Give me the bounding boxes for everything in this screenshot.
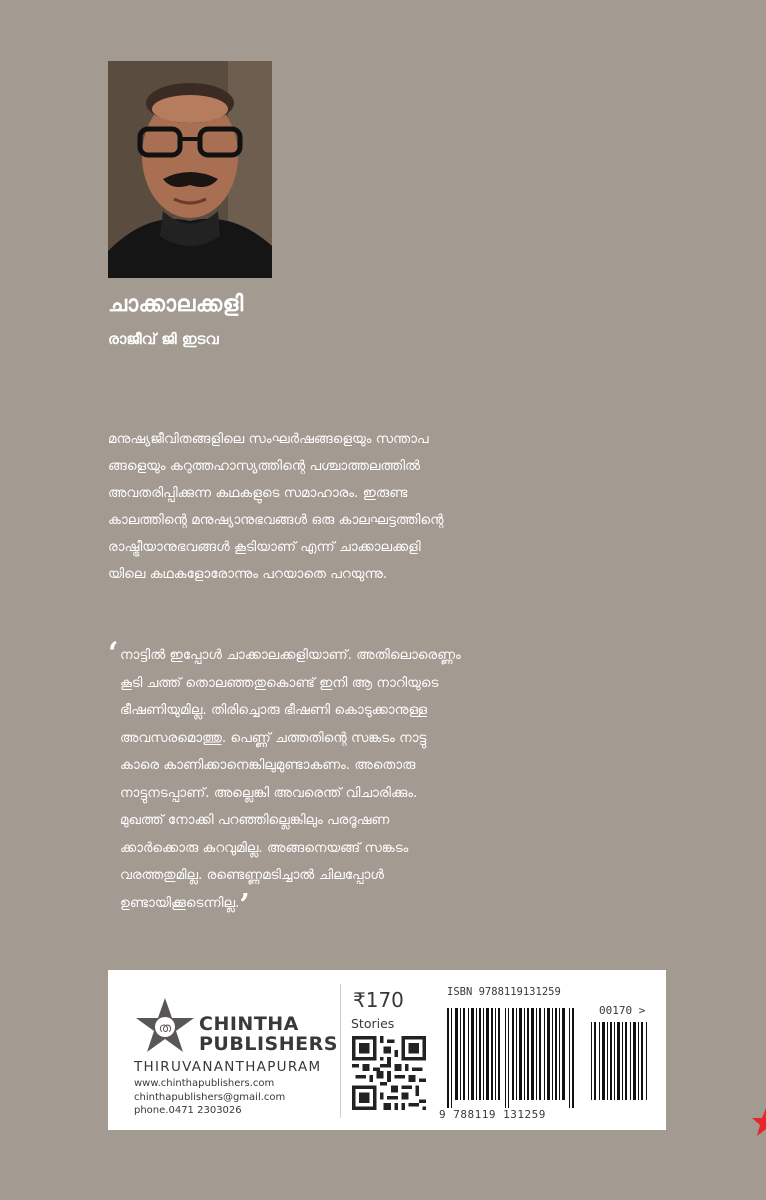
edge-star-icon [752,1106,766,1144]
logo-letter: ത [158,1021,172,1036]
isbn-price-code: 00170 > [599,1004,646,1017]
isbn-digits: 9 788119 131259 [439,1108,546,1121]
quote-line: കൂടി ചത്ത് തൊലഞ്ഞതുകൊണ്ട് ഇനി ആ നാറിയുടെ [120,674,439,691]
publisher-email: chinthapublishers@gmail.com [134,1091,286,1103]
author-photo [108,61,272,278]
publisher-contact [134,1077,285,1118]
qr-code-icon [352,1036,426,1114]
quote-line: ക്കാർക്കൊരു കുറവുമില്ല. അങ്ങനെയങ്ങ് സങ്കടം [120,839,409,856]
book-title: ചാക്കാലക്കളി [108,292,244,317]
blurb-line: ങ്ങളെയും കറുത്തഹാസ്യത്തിന്റെ പശ്ചാത്തലത്തിൽ [108,458,421,474]
book-author: രാജീവ് ജി ഇടവ [108,330,219,348]
quote-line: വരത്തതുമില്ല. രണ്ടെണ്ണമടിച്ചാൽ ചിലപ്പോൾ [120,867,384,883]
quote-line: അവസരമൊത്തു. പെണ്ണ് ചത്തതിന്റെ സങ്കടം നാട്ടു [120,729,427,746]
publisher-city: THIRUVANANTHAPURAM [134,1059,322,1075]
publisher-name-line1: CHINTHA [199,1013,299,1035]
blurb-line: അവതരിപ്പിക്കുന്ന കഥകളുടെ സമാഹാരം. ഇരുണ്ട [108,485,408,501]
blurb-line: മനുഷ്യജീവിതങ്ങളിലെ സംഘർഷങ്ങളെയും സന്താപ [108,431,429,447]
quote-line: കാരെ കാണിക്കാനെങ്കിലുമുണ്ടാകണം. അതൊരു [120,757,416,773]
quote-line: നാട്ടിൽ ഇപ്പോൾ ചാക്കാലക്കളിയാണ്. അതിലൊരെണ്ണം [120,647,461,663]
book-price: ₹170 [353,988,404,1012]
publisher-name [199,1014,338,1054]
quote-line: നാട്ടുനടപ്പാണ്. അല്ലെങ്കി അവരെന്ത് വിചാരിക്കും. [120,784,418,801]
book-blurb [108,426,588,588]
blurb-line: യിലെ കഥകളോരോന്നും പറയാതെ പറയുന്നു. [108,566,388,582]
blurb-line: കാലത്തിന്റെ മനുഷ്യാനുഭവങ്ങൾ ഒരു കാലഘട്ടത്തിന്റെ [108,512,444,528]
publisher-phone: phone.0471 2303026 [134,1105,242,1116]
isbn-barcode [433,980,663,1125]
quote-line-last [120,887,598,923]
book-excerpt: ‘ നാട്ടിൽ ഇപ്പോൾ ചാക്കാലക്കളിയാണ്. അതിലൊരെണ്ണം കൂടി ചത്ത് തൊലഞ്ഞതുകൊണ്ട് ഇനി ആ നാറിയുടെ ഭീഷണിയുമില്ല. തിരിച്ചൊരു ഭീഷണി കൊടുക്കാനുള്ള അവസരമൊത്തു. പെണ്ണ് ചത്തതിന്റെ സങ്കടം നാട്ടു കാരെ കാണിക്കാനെങ്കിലുമുണ്ടാകണം. അതൊരു നാട്ടുനടപ്പാണ്. അല്ലെങ്കി അവരെന്ത് വിചാരിക്കും. മുഖത്ത് നോക്കി പറഞ്ഞില്ലെങ്കിലും പരദൂഷണ ക്കാർക്കൊരു കുറവുമില്ല. അങ്ങനെയങ്ങ് സങ്കടം വരത്തതുമില്ല. രണ്ടെണ്ണമടിച്ചാൽ ചിലപ്പോൾ ഉണ്ടായിക്കൂടെന്നില്ല.’ [108,642,598,917]
quote-line: ഉണ്ടായിക്കൂടെന്നില്ല. [120,894,240,911]
publisher-star-logo-icon [134,996,196,1058]
quote-line: മുഖത്ത് നോക്കി പറഞ്ഞില്ലെങ്കിലും പരദൂഷണ [120,812,390,828]
panel-divider [340,984,341,1118]
publisher-website: www.chinthapublishers.com [134,1078,275,1089]
publisher-name-line2: PUBLISHERS [199,1033,338,1055]
book-category: Stories [351,1016,395,1031]
blurb-line: രാഷ്ട്രീയാനുഭവങ്ങൾ കൂടിയാണ് എന്ന് ചാക്കാലക്കളി [108,539,421,555]
close-quote-icon: ’ [239,887,250,923]
quote-line: ഭീഷണിയുമില്ല. തിരിച്ചൊരു ഭീഷണി കൊടുക്കാനുള്ള [120,702,428,718]
isbn-text: ISBN 9788119131259 [447,986,561,998]
publisher-panel [108,970,666,1130]
addon-barcode-icon [591,1022,649,1100]
main-barcode-icon [447,1008,577,1108]
